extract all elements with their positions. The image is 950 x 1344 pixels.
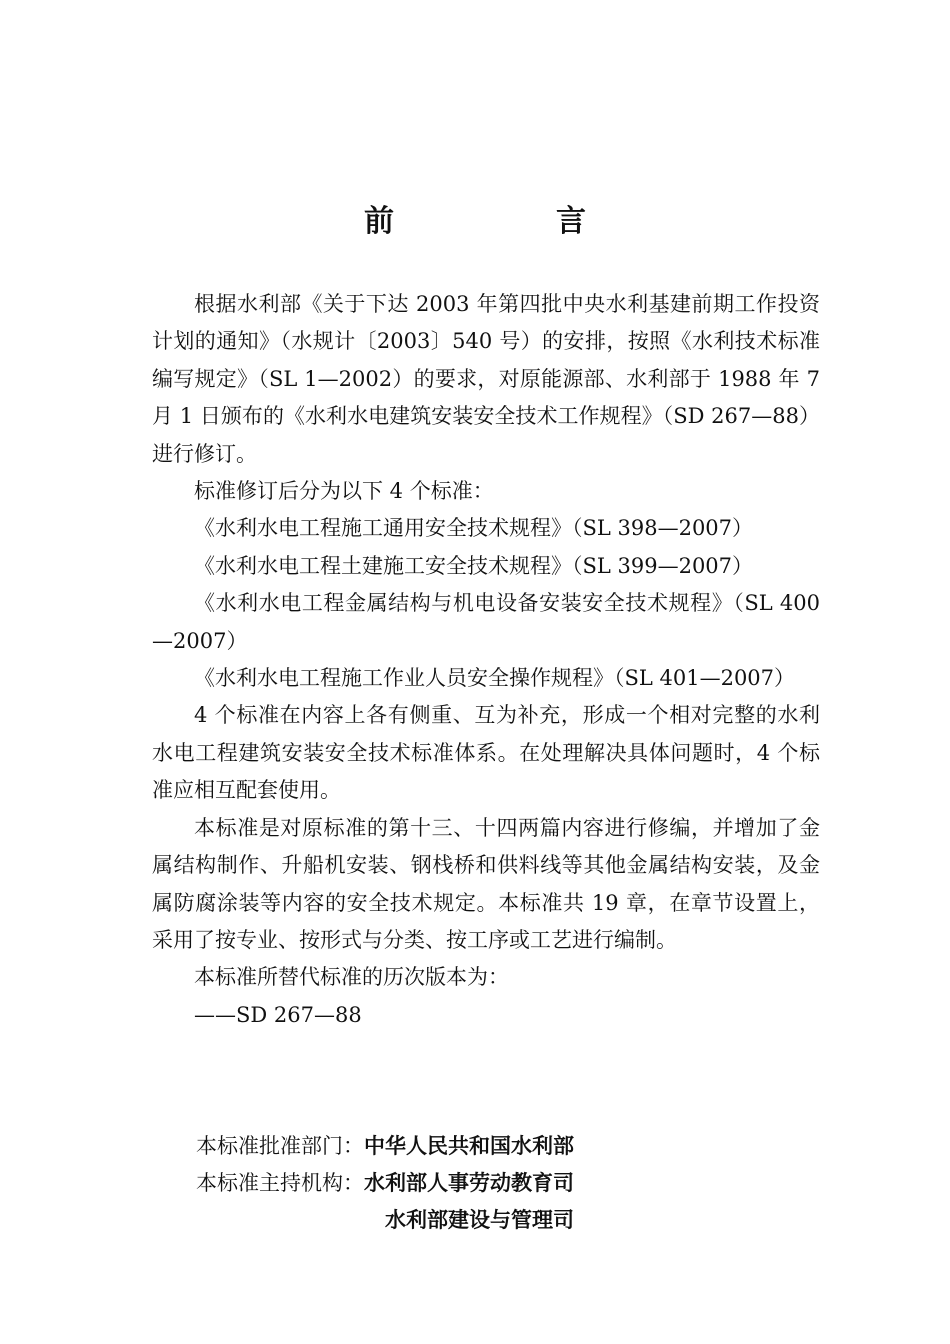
paragraph-background: 根据水利部《关于下达 2003 年第四批中央水利基建前期工作投资计划的通知》（水规计〔2003〕540 号）的安排，按照《水利技术标准编写规定》（SL 1—2002）的要求，对原能源部、水利部于 1988 年 7 月 1 日颁布的《水利水电建筑安装安全技术工作规程》（SD 267—88）进行修订。 [152,292,820,466]
approval-dept-label: 本标准批准部门： [196,1134,364,1158]
standard-item-sl400: 《水利水电工程金属结构与机电设备安装安全技术规程》（SL 400—2007） [152,591,820,653]
page-title: 前 言 [364,204,652,239]
approval-host-label: 本标准主持机构： [196,1171,364,1195]
preface-body [152,286,820,1034]
approval-host-value-2: 水利部建设与管理司 [385,1208,574,1232]
standard-item-sl399: 《水利水电工程土建施工安全技术规程》（SL 399—2007） [194,553,754,578]
approval-host-value-1: 水利部人事劳动教育司 [364,1171,574,1195]
paragraph-standards-intro: 标准修订后分为以下 4 个标准： [194,479,494,504]
standard-item-sl398: 《水利水电工程施工通用安全技术规程》（SL 398—2007） [194,516,754,541]
paragraph-history-intro: 本标准所替代标准的历次版本为： [194,965,509,990]
approval-dept-row [196,1128,836,1165]
approval-host-row [196,1165,836,1202]
history-item-sd267: ——SD 267—88 [194,1002,362,1027]
standard-item-sl401: 《水利水电工程施工作业人员安全操作规程》（SL 401—2007） [194,666,796,691]
approval-block [196,1128,836,1239]
paragraph-standards-system: 4 个标准在内容上各有侧重、互为补充，形成一个相对完整的水利水电工程建筑安装安全技术标准体系。在处理解决具体问题时，4 个标准应相互配套使用。 [152,703,820,803]
approval-dept-value: 中华人民共和国水利部 [364,1134,574,1158]
paragraph-scope: 本标准是对原标准的第十三、十四两篇内容进行修编，并增加了金属结构制作、升船机安装、钢栈桥和供料线等其他金属结构安装，及金属防腐涂装等内容的安全技术规定。本标准共 19 章，在章节设置上，采用了按专业、按形式与分类、按工序或工艺进行编制。 [152,815,820,952]
approval-host-row-2 [196,1202,836,1239]
